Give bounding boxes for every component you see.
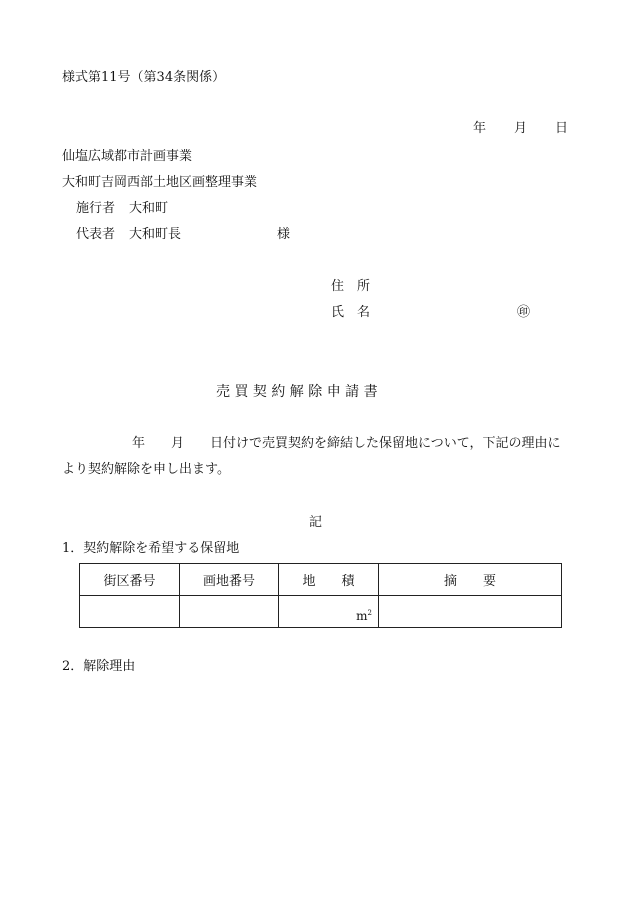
table-header-row: [80, 564, 562, 596]
seal-mark: ㊞: [517, 305, 531, 320]
date-month: 月: [514, 121, 528, 136]
area-unit: [279, 601, 378, 623]
date-day: 日: [555, 121, 569, 136]
body-year: 年: [132, 436, 146, 451]
table-row: [80, 596, 562, 628]
representative-line: [76, 227, 181, 243]
representative-label: 代表者: [76, 227, 116, 242]
date-line: [473, 121, 568, 137]
name-label: 氏 名: [331, 305, 371, 320]
header-lot-number: 画地番号: [180, 564, 279, 596]
cell-block-number[interactable]: [80, 596, 180, 628]
body-text-line2: より契約解除を申し出ます。: [62, 462, 230, 477]
addressee-line2: 大和町吉岡西部土地区画整理事業: [62, 175, 258, 190]
body-line1: [132, 436, 561, 452]
body-text-line1: 日付けで売買契約を締結した保留地について，下記の理由に: [210, 436, 561, 451]
section1-heading: 1．契約解除を希望する保留地: [62, 541, 240, 556]
reserved-land-table: [79, 563, 562, 628]
ki-mark: 記: [309, 515, 323, 530]
document-title: 売 買 契 約 解 除 申 請 書: [216, 384, 378, 400]
executor-name: 大和町: [129, 201, 169, 216]
date-year: 年: [473, 121, 487, 136]
cell-remarks[interactable]: [379, 596, 562, 628]
cell-area[interactable]: [279, 596, 379, 628]
area-unit-sup: 2: [367, 608, 372, 617]
honorific: 様: [277, 227, 291, 242]
representative-name: 大和町長: [129, 227, 182, 242]
executor-line: [76, 201, 168, 217]
header-block-number: 街区番号: [80, 564, 180, 596]
cell-lot-number[interactable]: [180, 596, 279, 628]
address-label: 住 所: [331, 279, 371, 294]
executor-label: 施行者: [76, 201, 116, 216]
form-number: 様式第11号（第34条関係）: [62, 70, 226, 85]
area-unit-base: m: [356, 608, 368, 623]
header-remarks: 摘 要: [379, 564, 562, 596]
header-area: 地 積: [279, 564, 379, 596]
section2-heading: 2．解除理由: [62, 659, 136, 674]
addressee-line1: 仙塩広域都市計画事業: [62, 149, 193, 164]
body-month: 月: [171, 436, 185, 451]
